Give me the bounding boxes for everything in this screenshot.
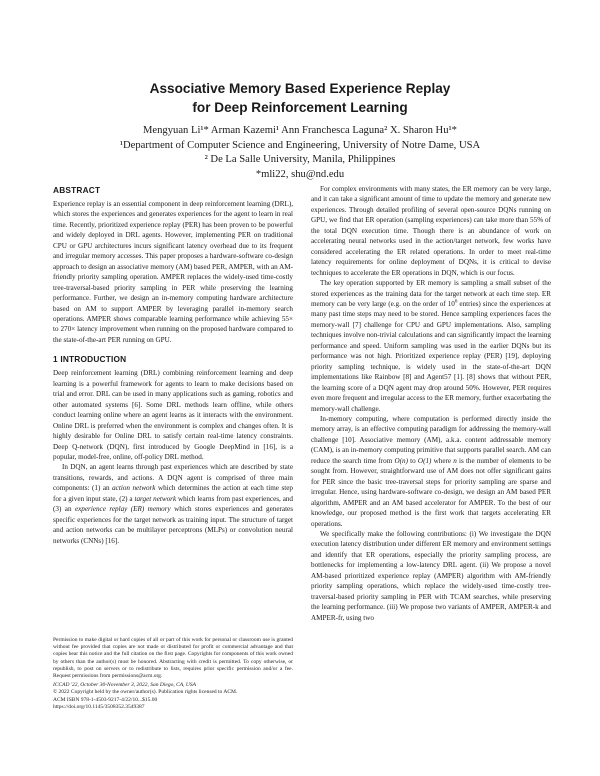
right-paragraph-4: We specifically make the following contributions: (i) We investigate the DQN execution latency distribution under different ER memory and environment settings and identify that ER operations, especially the priority sampling process, are bottlenecks for implementing a low-latency DRL agent. (ii) We propose a novel AM-based prioritized experience replay (AMPER) algorithm with AM-friendly priority sampling operations, which replace the widely-used time-costly tree-traversal-based priority sampling in PER with TCAM searches, while preserving the learning performance. (iii) We propose two variants of AMPER, AMPER-k and AMPER-fr, using two [311,529,551,622]
abstract-heading: ABSTRACT [53,185,101,195]
author-names: Mengyuan Li¹* Arman Kazemi¹ Ann Franchesca Laguna² X. Sharon Hu¹* [143,125,457,136]
isbn-line: ACM ISBN 978-1-4503-9217-4/22/10...$15.00 [53,696,158,703]
paper-title [40,79,560,117]
affiliation-2: ² De La Salle University, Manila, Philippines [204,154,396,166]
affiliation-1: ¹Department of Computer Science and Engineering, University of Notre Dame, USA [119,139,481,151]
right-paragraph-1: For complex environments with many states, the ER memory can be very large, and it can take a significant amount of time to update the memory and generate new experiences. Through detailed profiling of several open-source DQNs running on GPU, we find that ER operation (sampling experiences) can take more than 55% of the total DQN execution time. Though there is an abundance of work on accelerating neural networks used in the action/target network, few works have considered accelerating the ER related operations. In order to meet real-time latency requirements for online deployment of DQNs, it is critical to devise techniques to accelerate the ER operations in DQN, which is our focus. [311,185,551,277]
right-column [311,184,551,623]
permission-notice: Permission to make digital or hard copies of all or part of this work for personal or classroom use is granted without fee provided that copies are not made or distributed for profit or commercial advantage and that copies bear this notice and the full citation on the first page. Copyrights for components of this work owned by others than the author(s) must be honored. Abstracting with credit is permitted. To copy otherwise, or republish, to post on servers or to redistribute to lists, requires prior specific permission and/or a fee. Request permissions from permissions@acm.org. [53,637,293,680]
title-line-2: for Deep Reinforcement Learning [192,100,408,115]
doi-link[interactable]: https://doi.org/10.1145/3508352.3549387 [53,703,145,710]
author-block [40,124,560,182]
copyright-line: © 2022 Copyright held by the owner/author(s). Publication rights licensed to ACM. [53,689,238,696]
right-paragraph-2: The key operation supported by ER memory is sampling a small subset of the stored experiences as the training data for the target network at each time step. ER memory can be very large (e.g. on the order of $10^6$ entries) since the experiences at many past time steps may need to be stored. Hence sampling experiences faces the memory-wall [7] challenge for CPU and GPU implementations. Also, sampling techniques involve non-trivial calculations and can significantly impact the learning performance and speed. Uniform sampling was used in the earlier DQNs but its performance was not high. Prioritized experience replay (PER) [19], deploying priority sampling technique, is widely used in the state-of-the-art DQN implementations like Rainbow [8] and Agent57 [1]. [8] shows that without PER, the learning score of a DQN agent may drop around 50%. However, PER requires even more frequent and irregular access to the ER memory, further exacerbating the memory-wall challenge. [311,279,551,413]
conference-line: ICCAD '22, October 30-November 3, 2022, San Diego, CA, USA [53,682,196,689]
right-paragraph-3: In-memory computing, where computation is performed directly inside the memory array, is an effective computing paradigm for addressing the memory-wall challenge [10]. Associative memory (AM), a.k.a. content addressable memory (CAM), is an in-memory computing primitive that supports parallel search. AM can reduce the search time from O(n) to O(1) where n is the number of elements to be sought from. However, straightforward use of AM does not offer significant gains for PER since the basic tree-traversal steps for priority sampling are sparse and irregular. Hence, using hardware-software co-design, we design an AM based PER algorithm, AMPER and an AM based accelerator for AMPER. To the best of our knowledge, our proposed method is the first work that targets accelerating ER operations. [311,414,552,528]
title-line-1: Associative Memory Based Experience Replay [149,81,451,96]
intro-paragraph-2: In DQN, an agent learns through past experiences which are described by state transitions, rewards, and actions. A DQN agent is comprised of three main components: (1) an action network which determines the action at each time step for a given input state, (2) a target network which learns from past experiences, and (3) an experience replay (ER) memory which stores experiences and generates specific experiences for the target network as training input. The structure of target and action networks can be multilayer perceptrons (MLPs) or convolution neural networks (CNNs) [16]. [53,463,294,545]
abstract-text: Experience replay is an essential component in deep reinforcement learning (DRL), which stores the experiences and generates experiences for the agent to learn in real time. Recently, prioritized experience replay (PER) has been proven to be powerful and widely deployed in DRL agents. However, implementing PER on traditional CPU or GPU architectures incurs significant latency overhead due to its frequent and irregular memory accesses. This paper proposes a hardware-software co-design approach to design an associative memory (AM) based PER, AMPER, with an AM-friendly priority sampling operation. AMPER replaces the widely-used time-costly tree-traversal-based priority sampling in PER while preserving the learning performance. Further, we design an in-memory computing hardware architecture based on AM to support AMPER by leveraging parallel in-memory search operations. AMPER shows comparable learning performance while achieving 55× to 270× latency improvement when running on the proposed hardware compared to the state-of-the-art PER running on GPU. [53,200,293,344]
intro-paragraph-1: Deep reinforcement learning (DRL) combining reinforcement learning and deep learning is a powerful framework for agents to learn to make decisions based on trial and error. DRL can be used in many applications such as gaming, robotics and other automated systems [6]. Some DRL methods learn offline, while others conduct learning online where an agent learns as it interacts with the environment. Online DRL is preferred when the environment is complex and changes often. It is highly desirable for Online DRL to satisfy certain real-time latency constraints. Deep Q-network (DQN), first introduced by Google DeepMind in [16], is a popular, model-free, online, off-policy DRL method. [53,369,293,461]
left-column [53,184,293,546]
copyright-footnote [53,637,293,711]
author-email: *mli22, shu@nd.edu [255,168,345,180]
introduction-heading: 1 INTRODUCTION [53,354,127,365]
